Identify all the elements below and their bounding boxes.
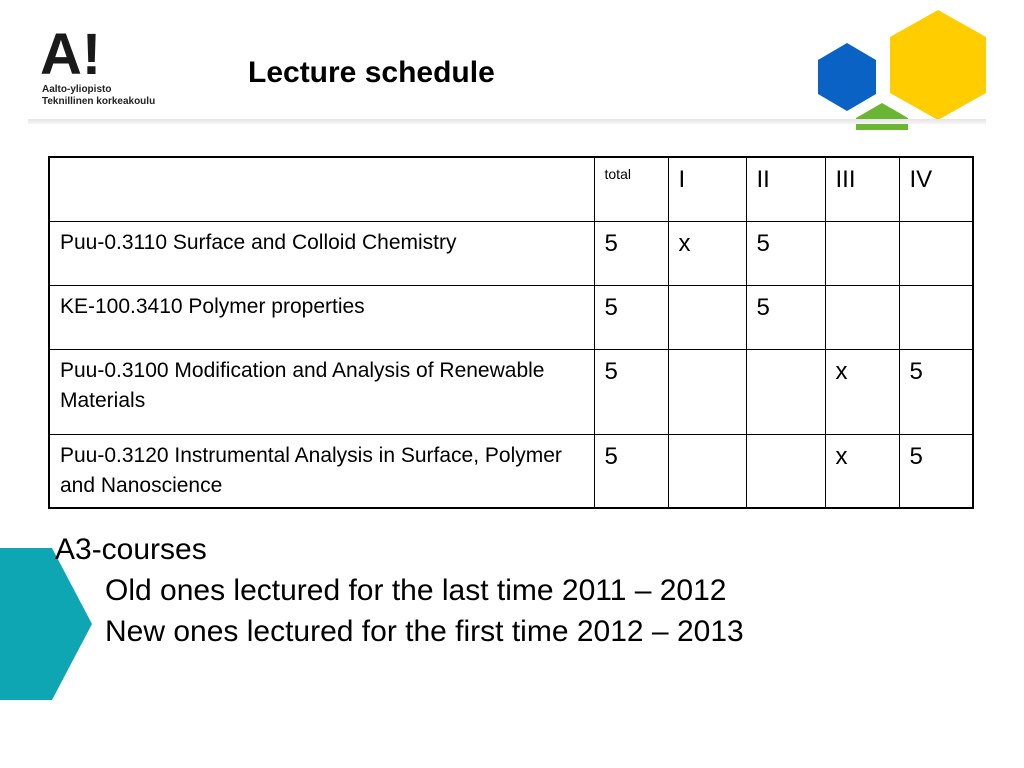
cell-period-i bbox=[668, 349, 746, 434]
cell-period-iv: 5 bbox=[899, 349, 973, 434]
page-title: Lecture schedule bbox=[248, 56, 495, 89]
green-hexagon-icon bbox=[856, 103, 908, 130]
header-period-iii: III bbox=[825, 157, 899, 221]
header-total: total bbox=[594, 157, 668, 221]
table-row bbox=[49, 221, 973, 285]
aalto-logo bbox=[40, 26, 180, 116]
cell-period-iv bbox=[899, 221, 973, 285]
logo-university-name: Aalto-yliopisto bbox=[42, 84, 112, 95]
hexagon-decoration bbox=[810, 0, 1024, 130]
aalto-logo-mark bbox=[40, 26, 120, 78]
course-name: Puu-0.3120 Instrumental Analysis in Surface, Polymer and Nanoscience bbox=[49, 434, 594, 508]
header-period-ii: II bbox=[746, 157, 825, 221]
table-row bbox=[49, 434, 973, 508]
cell-period-iv: 5 bbox=[899, 434, 973, 508]
note-item: Old ones lectured for the last time 2011 – 2012 bbox=[105, 574, 727, 607]
table-header-row bbox=[49, 157, 973, 221]
cell-total: 5 bbox=[594, 221, 668, 285]
logo-school-name: Teknillinen korkeakoulu bbox=[42, 96, 156, 107]
logo-letter-a: A! bbox=[40, 26, 102, 78]
cell-period-ii: 5 bbox=[746, 221, 825, 285]
cell-period-ii bbox=[746, 434, 825, 508]
cell-period-iii: x bbox=[825, 349, 899, 434]
cell-total: 5 bbox=[594, 349, 668, 434]
cell-period-i: x bbox=[668, 221, 746, 285]
cell-period-iii bbox=[825, 221, 899, 285]
course-notes bbox=[55, 530, 744, 652]
cell-total: 5 bbox=[594, 285, 668, 349]
header-course bbox=[49, 157, 594, 221]
cell-period-iii bbox=[825, 285, 899, 349]
header-period-i: I bbox=[668, 157, 746, 221]
course-name: Puu-0.3100 Modification and Analysis of Renewable Materials bbox=[49, 349, 594, 434]
lecture-schedule-table bbox=[48, 156, 974, 509]
blue-hexagon-icon bbox=[818, 43, 876, 111]
cell-period-ii: 5 bbox=[746, 285, 825, 349]
cell-period-iv bbox=[899, 285, 973, 349]
table-row bbox=[49, 285, 973, 349]
yellow-hexagon-icon bbox=[890, 10, 986, 120]
cell-period-ii bbox=[746, 349, 825, 434]
course-name: KE-100.3410 Polymer properties bbox=[49, 285, 594, 349]
cell-total: 5 bbox=[594, 434, 668, 508]
header-period-iv: IV bbox=[899, 157, 973, 221]
note-item: New ones lectured for the first time 2012 – 2013 bbox=[105, 615, 744, 648]
header-divider bbox=[28, 119, 986, 124]
course-name: Puu-0.3110 Surface and Colloid Chemistry bbox=[49, 221, 594, 285]
cell-period-i bbox=[668, 434, 746, 508]
notes-heading: A3-courses bbox=[55, 533, 207, 566]
cell-period-i bbox=[668, 285, 746, 349]
cell-period-iii: x bbox=[825, 434, 899, 508]
table-row bbox=[49, 349, 973, 434]
